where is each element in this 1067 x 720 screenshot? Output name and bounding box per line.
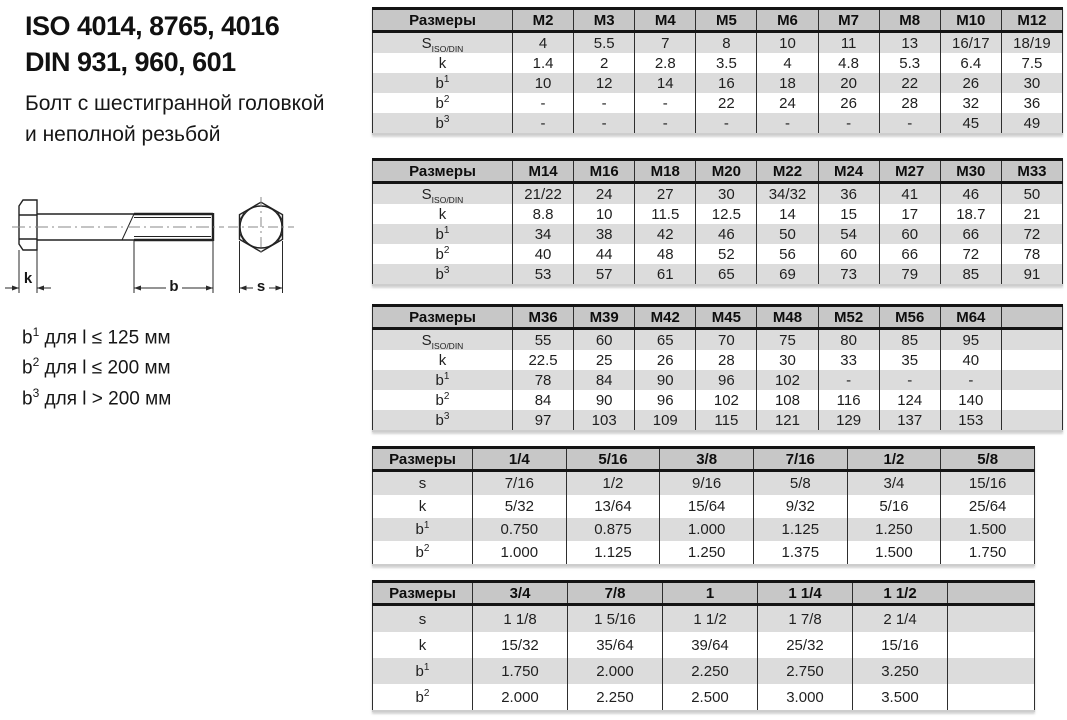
cell: 9/16 [660,471,754,496]
cell: 55 [513,329,574,351]
cell: 15/16 [853,632,948,658]
cell: 33 [818,350,879,370]
cell: 3.250 [853,658,948,684]
cell: 61 [635,264,696,285]
cell: 1.750 [941,541,1035,565]
cell: 2.000 [568,658,663,684]
col-header: 1 1/2 [853,582,948,605]
cell: 2 1/4 [853,605,948,633]
col-header [1001,306,1062,329]
table-row [373,684,1035,711]
footnote-b1: $b^1$ для l ≤ 125 мм [22,325,171,349]
cell: 1.250 [660,541,754,565]
cell: 8.8 [513,204,574,224]
cell: 18 [757,73,818,93]
row-label: $b^2$ [373,541,473,565]
table-header-row [373,582,1035,605]
col-header: M3 [574,9,635,32]
product-description [25,88,324,150]
bolt-technical-drawing [0,185,340,317]
cell: 35/64 [568,632,663,658]
cell: 4 [757,53,818,73]
cell: 102 [696,390,757,410]
cell: 26 [940,73,1001,93]
cell: 12.5 [696,204,757,224]
cell: - [879,113,940,134]
table-header-row [373,160,1063,183]
cell: 72 [1001,224,1062,244]
cell: 57 [574,264,635,285]
table-row [373,410,1063,431]
cell: 65 [696,264,757,285]
cell: 1 5/16 [568,605,663,633]
cell: 14 [757,204,818,224]
row-label: $b^3$ [373,113,513,134]
cell: 21/22 [513,183,574,205]
cell: 5/32 [473,495,567,518]
table-row [373,32,1063,54]
col-header: M14 [513,160,574,183]
cell: 109 [635,410,696,431]
cell: 1.4 [513,53,574,73]
col-header: M22 [757,160,818,183]
cell: 3.500 [853,684,948,711]
cell: 32 [940,93,1001,113]
cell: 5.3 [879,53,940,73]
col-header: Размеры [373,306,513,329]
cell: 66 [940,224,1001,244]
cell: 1.000 [660,518,754,541]
cell [1001,390,1062,410]
cell: 25/32 [758,632,853,658]
table-row [373,53,1063,73]
cell: - [513,113,574,134]
cell: 16 [696,73,757,93]
cell: 11 [818,32,879,54]
table-row [373,518,1035,541]
col-header: 3/4 [473,582,568,605]
col-header: 1 1/4 [758,582,853,605]
col-header: M20 [696,160,757,183]
cell: 15/16 [941,471,1035,496]
row-label: k [373,495,473,518]
table-row [373,471,1035,496]
cell: 7.5 [1001,53,1062,73]
col-header: M5 [696,9,757,32]
cell: 78 [513,370,574,390]
cell: 2 [574,53,635,73]
cell: 40 [513,244,574,264]
cell: 1.250 [847,518,941,541]
cell: 10 [574,204,635,224]
cell: 2.250 [568,684,663,711]
cell: 28 [696,350,757,370]
cell: 66 [879,244,940,264]
cell: 56 [757,244,818,264]
col-header: Размеры [373,160,513,183]
cell [1001,370,1062,390]
row-label: $b^2$ [373,93,513,113]
cell: 48 [635,244,696,264]
description-line-1: Болт с шестигранной головкой [25,92,325,115]
col-header: M30 [940,160,1001,183]
cell: 65 [635,329,696,351]
cell: 5/16 [847,495,941,518]
col-header: M36 [513,306,574,329]
row-label: k [373,632,473,658]
cell: 1.500 [847,541,941,565]
cell: - [513,93,574,113]
footnote-b2: $b^2$ для l ≤ 200 мм [22,355,171,379]
cell: 90 [574,390,635,410]
cell: 2.000 [473,684,568,711]
size-table-m36-m64 [372,304,1063,432]
cell: 121 [757,410,818,431]
cell: 79 [879,264,940,285]
cell: 153 [940,410,1001,431]
cell: 10 [513,73,574,93]
col-header: M18 [635,160,696,183]
cell: 22.5 [513,350,574,370]
cell: 39/64 [663,632,758,658]
cell: 60 [574,329,635,351]
cell: 1.125 [753,518,847,541]
iso-standards-line: ISO 4014, 8765, 4016 [25,11,280,41]
col-header: 1 [663,582,758,605]
col-header: 7/8 [568,582,663,605]
cell: 40 [940,350,1001,370]
cell: 1.750 [473,658,568,684]
cell: 124 [879,390,940,410]
cell: 1.000 [473,541,567,565]
size-table-inch-large [372,580,1035,712]
cell: 1 1/8 [473,605,568,633]
size-table-m14-m33 [372,158,1063,286]
table-row [373,541,1035,565]
cell: 18.7 [940,204,1001,224]
col-header: M7 [818,9,879,32]
row-label: $b^2$ [373,684,473,711]
cell: 1.125 [566,541,660,565]
cell: 1 1/2 [663,605,758,633]
cell: 80 [818,329,879,351]
cell: 46 [940,183,1001,205]
col-header: M64 [940,306,1001,329]
cell: 36 [1001,93,1062,113]
cell: 1.500 [941,518,1035,541]
cell: - [940,370,1001,390]
cell: 50 [757,224,818,244]
col-header: M2 [513,9,574,32]
row-label: k [373,350,513,370]
table-row [373,329,1063,351]
table-header-row [373,448,1035,471]
cell: 6.4 [940,53,1001,73]
col-header: 3/8 [660,448,754,471]
col-header: 5/8 [941,448,1035,471]
size-table-m2-m12 [372,7,1063,135]
col-header: M8 [879,9,940,32]
cell: 35 [879,350,940,370]
table-row [373,113,1063,134]
row-label: $S_{ISO/DIN}$ [373,183,513,205]
cell: 34 [513,224,574,244]
col-header: M12 [1001,9,1062,32]
col-header [948,582,1035,605]
cell: 49 [1001,113,1062,134]
row-label: $b^2$ [373,390,513,410]
cell: 4 [513,32,574,54]
table-row [373,204,1063,224]
bolt-side-view [19,200,213,250]
cell: 15/32 [473,632,568,658]
col-header: Размеры [373,448,473,471]
dim-label-b: b [169,278,179,295]
col-header: M16 [574,160,635,183]
cell: 3/4 [847,471,941,496]
cell: 84 [574,370,635,390]
cell: 27 [635,183,696,205]
cell: - [635,93,696,113]
cell [1001,329,1062,351]
table-row [373,632,1035,658]
cell: 20 [818,73,879,93]
cell: 16/17 [940,32,1001,54]
cell: 50 [1001,183,1062,205]
cell: 97 [513,410,574,431]
cell [1001,350,1062,370]
cell: - [696,113,757,134]
cell: 84 [513,390,574,410]
description-line-2: и неполной резьбой [25,123,221,146]
col-header: 5/16 [566,448,660,471]
cell: 11.5 [635,204,696,224]
table-header-row [373,306,1063,329]
row-label: k [373,53,513,73]
cell: - [879,370,940,390]
col-header: M24 [818,160,879,183]
cell: 0.750 [473,518,567,541]
row-label: k [373,204,513,224]
cell: 96 [635,390,696,410]
cell: 26 [635,350,696,370]
cell: 9/32 [753,495,847,518]
row-label: $b^1$ [373,224,513,244]
footnote-b3: $b^3$ для l > 200 мм [22,385,172,409]
col-header: Размеры [373,9,513,32]
cell: 0.875 [566,518,660,541]
table-row [373,495,1035,518]
size-table-inch-small [372,446,1035,566]
table-row [373,73,1063,93]
col-header: M39 [574,306,635,329]
dim-label-k: k [23,270,33,287]
col-header: M6 [757,9,818,32]
table-row [373,183,1063,205]
col-header: 1/2 [847,448,941,471]
cell: - [635,113,696,134]
cell: 28 [879,93,940,113]
col-header: M45 [696,306,757,329]
cell [948,658,1035,684]
cell [948,632,1035,658]
cell: 10 [757,32,818,54]
cell: 25/64 [941,495,1035,518]
cell: 7/16 [473,471,567,496]
cell: 36 [818,183,879,205]
col-header: M48 [757,306,818,329]
cell: - [574,113,635,134]
table-row [373,244,1063,264]
cell: 30 [757,350,818,370]
cell: 96 [696,370,757,390]
table-row [373,350,1063,370]
cell: - [818,113,879,134]
cell [948,605,1035,633]
row-label: $b^3$ [373,264,513,285]
row-label: $b^1$ [373,658,473,684]
cell: 2.8 [635,53,696,73]
cell: 115 [696,410,757,431]
cell: 116 [818,390,879,410]
cell: 73 [818,264,879,285]
table-row [373,658,1035,684]
cell: 24 [757,93,818,113]
cell: 15 [818,204,879,224]
table-row [373,390,1063,410]
cell: 13/64 [566,495,660,518]
cell: 5.5 [574,32,635,54]
cell: 108 [757,390,818,410]
cell: 42 [635,224,696,244]
cell: 7 [635,32,696,54]
cell: 53 [513,264,574,285]
row-label: $b^2$ [373,244,513,264]
cell: 1/2 [566,471,660,496]
row-label: s [373,605,473,633]
cell: 60 [818,244,879,264]
standards-title [25,8,279,80]
table-row [373,264,1063,285]
cell: 90 [635,370,696,390]
cell: 70 [696,329,757,351]
cell: 41 [879,183,940,205]
row-label: $b^3$ [373,410,513,431]
cell: 72 [940,244,1001,264]
col-header: 1/4 [473,448,567,471]
cell [1001,410,1062,431]
cell: 137 [879,410,940,431]
cell: 24 [574,183,635,205]
table-header-row [373,9,1063,32]
col-header: M4 [635,9,696,32]
col-header: 7/16 [753,448,847,471]
row-label: $b^1$ [373,370,513,390]
cell: 44 [574,244,635,264]
cell: 103 [574,410,635,431]
cell: 15/64 [660,495,754,518]
cell: 45 [940,113,1001,134]
col-header: Размеры [373,582,473,605]
cell: 26 [818,93,879,113]
cell: 22 [696,93,757,113]
cell: 17 [879,204,940,224]
row-label: s [373,471,473,496]
cell: 1.375 [753,541,847,565]
cell: 8 [696,32,757,54]
cell: 21 [1001,204,1062,224]
row-label: $b^1$ [373,73,513,93]
cell: 2.750 [758,658,853,684]
col-header: M56 [879,306,940,329]
col-header: M27 [879,160,940,183]
col-header: M10 [940,9,1001,32]
cell: 38 [574,224,635,244]
dim-label-s: s [256,278,266,295]
cell: 14 [635,73,696,93]
cell: 52 [696,244,757,264]
cell: 46 [696,224,757,244]
cell: 25 [574,350,635,370]
cell: 18/19 [1001,32,1062,54]
cell: 2.250 [663,658,758,684]
cell: 34/32 [757,183,818,205]
col-header: M33 [1001,160,1062,183]
cell: 129 [818,410,879,431]
cell: 5/8 [753,471,847,496]
footnotes [22,320,171,411]
row-label: $S_{ISO/DIN}$ [373,329,513,351]
cell: 75 [757,329,818,351]
table-row [373,93,1063,113]
cell: - [574,93,635,113]
cell: 69 [757,264,818,285]
cell: 1 7/8 [758,605,853,633]
cell: 30 [1001,73,1062,93]
cell: 85 [879,329,940,351]
cell [948,684,1035,711]
table-row [373,370,1063,390]
cell: 4.8 [818,53,879,73]
row-label: $b^1$ [373,518,473,541]
cell: 3.000 [758,684,853,711]
cell: 12 [574,73,635,93]
col-header: M42 [635,306,696,329]
din-standards-line: DIN 931, 960, 601 [25,47,236,77]
cell: 54 [818,224,879,244]
cell: 30 [696,183,757,205]
table-row [373,605,1035,633]
cell: 13 [879,32,940,54]
cell: 78 [1001,244,1062,264]
cell: 60 [879,224,940,244]
cell: - [818,370,879,390]
col-header: M52 [818,306,879,329]
cell: - [757,113,818,134]
cell: 2.500 [663,684,758,711]
cell: 22 [879,73,940,93]
cell: 95 [940,329,1001,351]
cell: 102 [757,370,818,390]
cell: 140 [940,390,1001,410]
cell: 85 [940,264,1001,285]
cell: 3.5 [696,53,757,73]
table-row [373,224,1063,244]
row-label: $S_{ISO/DIN}$ [373,32,513,54]
cell: 91 [1001,264,1062,285]
